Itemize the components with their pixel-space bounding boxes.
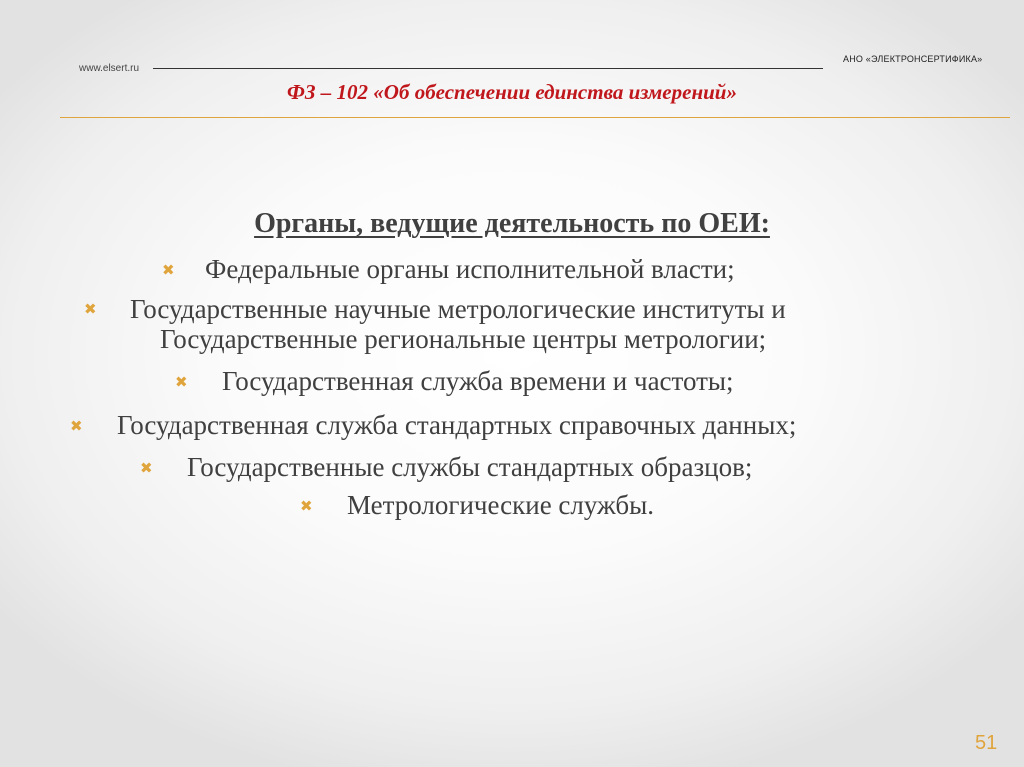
list-item-text: Государственные службы стандартных образцов; bbox=[187, 452, 753, 482]
content-heading: Органы, ведущие деятельность по ОЕИ: bbox=[254, 208, 770, 239]
site-url: www.elsert.ru bbox=[79, 63, 140, 74]
list-item-text: Государственная служба времени и частоты; bbox=[222, 366, 734, 396]
cross-bullet-icon: ✖ bbox=[162, 261, 175, 279]
page-number: 51 bbox=[975, 732, 998, 754]
organization-name: АНО «ЭЛЕКТРОНСЕРТИФИКА» bbox=[843, 54, 983, 64]
list-item bbox=[222, 364, 734, 398]
list-item bbox=[205, 252, 735, 286]
list-item-text: Государственные региональные центры метрологии; bbox=[160, 324, 767, 354]
list-item-text: Государственная служба стандартных справочных данных; bbox=[117, 410, 797, 440]
list-item-text: Федеральные органы исполнительной власти; bbox=[205, 254, 735, 284]
cross-bullet-icon: ✖ bbox=[300, 497, 313, 515]
cross-bullet-icon: ✖ bbox=[140, 459, 153, 477]
list-item bbox=[347, 488, 654, 522]
cross-bullet-icon: ✖ bbox=[84, 300, 97, 318]
cross-bullet-icon: ✖ bbox=[175, 373, 188, 391]
list-item bbox=[130, 292, 786, 326]
title-underline bbox=[60, 117, 1010, 118]
list-item-continuation bbox=[160, 322, 766, 356]
header-divider bbox=[153, 68, 823, 69]
list-item-text: Государственные научные метрологические институты и bbox=[130, 294, 786, 324]
list-item bbox=[117, 408, 796, 442]
list-item-text: Метрологические службы. bbox=[347, 490, 654, 520]
cross-bullet-icon: ✖ bbox=[70, 417, 83, 435]
list-item bbox=[187, 450, 752, 484]
slide-title: ФЗ – 102 «Об обеспечении единства измерений» bbox=[287, 80, 737, 104]
